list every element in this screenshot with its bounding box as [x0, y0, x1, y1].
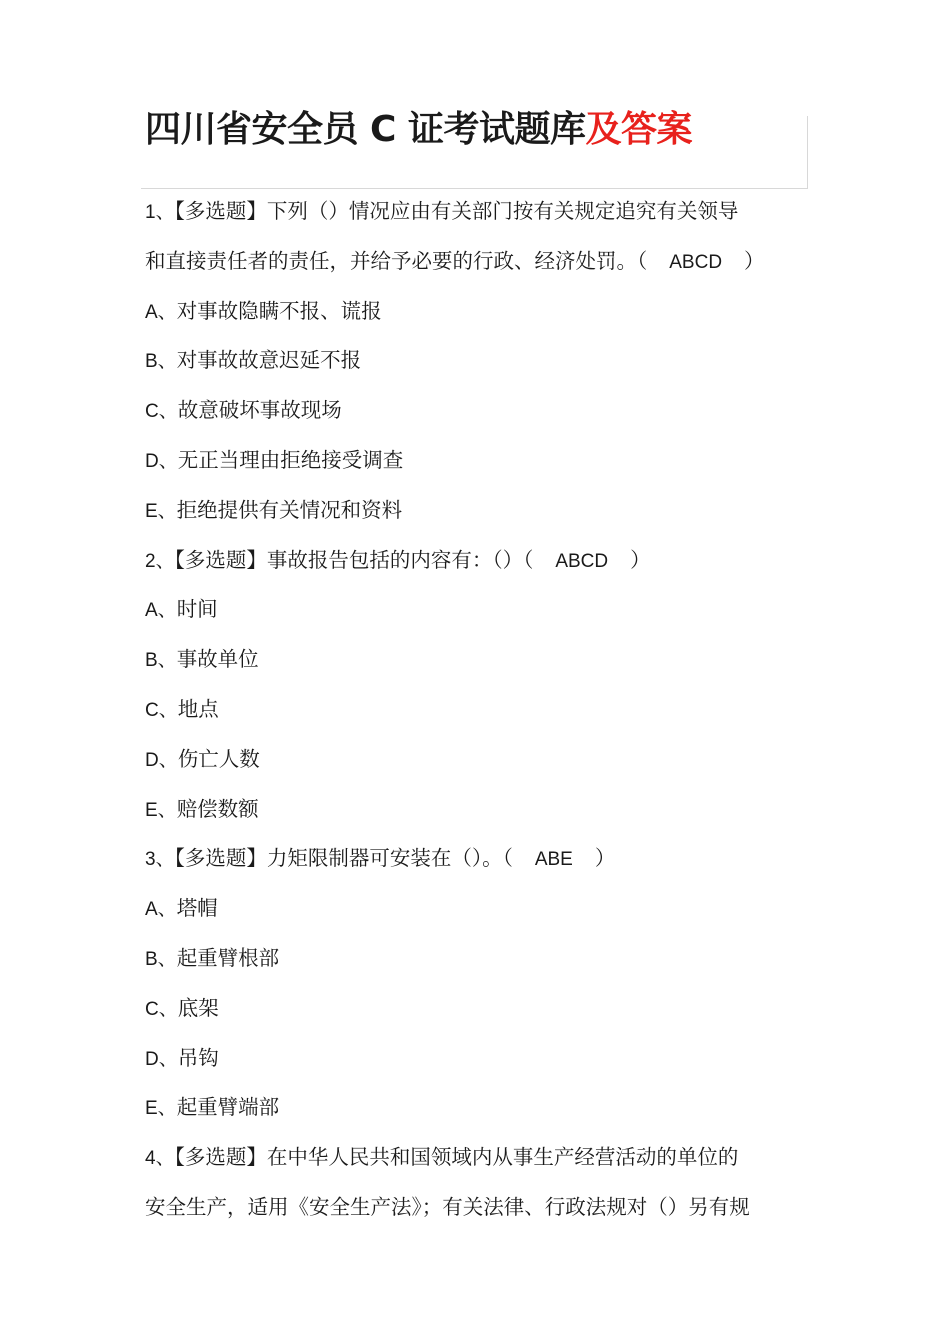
answer-key: ABCD — [669, 251, 723, 273]
document-title — [145, 104, 692, 156]
option-item — [145, 635, 810, 685]
option-text: 事故单位 — [176, 647, 259, 672]
option-item — [145, 336, 810, 386]
option-item — [145, 1083, 810, 1133]
option-item — [145, 1034, 810, 1084]
question-number: 2、 — [145, 550, 175, 572]
option-text: 无正当理由拒绝接受调查 — [177, 447, 404, 472]
option-text: 赔偿数额 — [176, 796, 259, 821]
option-text: 时间 — [176, 597, 218, 622]
option-item — [145, 934, 810, 984]
question-type: 【多选题】 — [174, 1145, 267, 1170]
question-list — [145, 187, 810, 1233]
option-text: 对事故故意迟延不报 — [176, 348, 362, 373]
question-type: 【多选题】 — [174, 846, 267, 871]
option-item — [145, 984, 810, 1034]
option-text: 伤亡人数 — [177, 746, 260, 771]
option-text: 塔帽 — [176, 896, 218, 921]
question-text: 和直接责任者的责任，并给予必要的行政、经济处罚。（ — [145, 248, 648, 273]
option-letter: B、 — [145, 351, 177, 373]
answer-close: ） — [744, 248, 765, 273]
question-4-line-1 — [145, 1133, 810, 1183]
title-main: 四川省安全员 C 证考试题库 — [145, 109, 586, 150]
question-text: 事故报告包括的内容有：（）（ — [266, 547, 534, 572]
option-letter: E、 — [145, 500, 177, 522]
option-letter: C、 — [145, 699, 178, 721]
option-text: 地点 — [177, 696, 219, 721]
question-4-line-2 — [145, 1183, 810, 1233]
answer-close: ） — [594, 846, 616, 871]
option-letter: D、 — [145, 749, 178, 771]
option-text: 拒绝提供有关情况和资料 — [176, 497, 403, 522]
option-letter: D、 — [145, 1048, 178, 1070]
option-letter: E、 — [145, 799, 177, 821]
option-item — [145, 884, 810, 934]
option-letter: D、 — [145, 450, 178, 472]
option-letter: C、 — [145, 998, 178, 1020]
option-item — [145, 585, 810, 635]
option-text: 吊钩 — [177, 1045, 219, 1070]
option-item — [145, 287, 810, 337]
question-text: 安全生产，适用《安全生产法》；有关法律、行政法规对（）另有规 — [145, 1194, 750, 1219]
option-item — [145, 486, 810, 536]
question-3-line-1 — [145, 834, 810, 884]
option-item — [145, 436, 810, 486]
option-item — [145, 685, 810, 735]
title-highlight: 及答案 — [585, 109, 693, 150]
question-number: 3、 — [145, 849, 175, 871]
answer-key: ABCD — [555, 550, 609, 572]
option-text: 对事故隐瞒不报、谎报 — [176, 298, 382, 323]
option-letter: A、 — [145, 899, 177, 921]
option-letter: A、 — [145, 301, 177, 323]
question-2-line-1 — [145, 536, 810, 586]
option-letter: B、 — [145, 650, 177, 672]
answer-close: ） — [630, 547, 651, 572]
option-letter: B、 — [145, 948, 177, 970]
option-letter: A、 — [145, 600, 177, 622]
question-type: 【多选题】 — [174, 547, 267, 572]
option-item — [145, 735, 810, 785]
option-letter: C、 — [145, 401, 178, 423]
option-letter: E、 — [145, 1098, 177, 1120]
option-text: 故意破坏事故现场 — [177, 398, 342, 423]
option-item — [145, 386, 810, 436]
option-item — [145, 785, 810, 835]
question-1-line-1 — [145, 187, 810, 237]
answer-key: ABE — [534, 849, 573, 871]
question-text: 力矩限制器可安装在（）。（ — [266, 846, 513, 871]
option-text: 底架 — [177, 995, 219, 1020]
question-number: 1、 — [145, 202, 175, 223]
option-text: 起重臂根部 — [176, 945, 280, 970]
question-1-line-2 — [145, 237, 810, 287]
question-text: 下列（）情况应由有关部门按有关规定追究有关领导 — [266, 199, 739, 223]
question-type: 【多选题】 — [174, 199, 267, 223]
question-text: 在中华人民共和国领域内从事生产经营活动的单位的 — [266, 1145, 739, 1170]
option-text: 起重臂端部 — [176, 1095, 280, 1120]
question-number: 4、 — [145, 1148, 175, 1170]
